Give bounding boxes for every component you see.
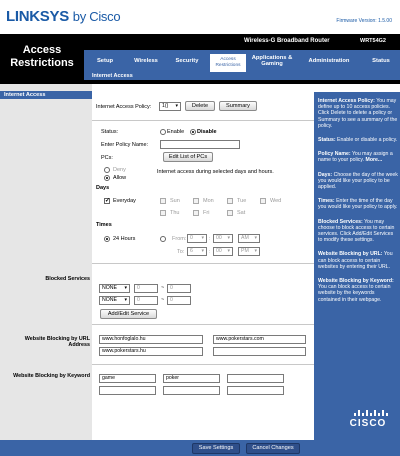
divider: [92, 324, 314, 325]
add-edit-service-button[interactable]: Add/Edit Service: [100, 309, 157, 319]
blocked-port-start-1[interactable]: 0: [134, 284, 158, 293]
24hours-label: 24 Hours: [113, 236, 136, 242]
help-title-status: Status:: [318, 137, 336, 144]
blocked-service-select-1[interactable]: NONE ▾: [99, 284, 130, 293]
fri-checkbox[interactable]: [193, 210, 199, 216]
from-hour-select[interactable]: 0 ▾: [187, 234, 207, 243]
keyword-input-1[interactable]: game: [99, 374, 156, 383]
footer-bar: [0, 440, 400, 456]
help-more-link[interactable]: More...: [365, 157, 383, 164]
help-text-keyword-blocking: You can block access to certain website by the keywords contained in their webpage.: [318, 284, 391, 303]
wed-checkbox[interactable]: [260, 198, 266, 204]
to-ampm-select[interactable]: PM ▾: [238, 247, 260, 256]
help-title-policy-name: Policy Name:: [318, 151, 351, 158]
product-name: Wireless-G Broadband Router: [244, 38, 330, 44]
sun-label: Sun: [170, 198, 180, 204]
allow-radio[interactable]: [104, 175, 110, 181]
everyday-label: Everyday: [113, 198, 136, 204]
divider: [92, 120, 314, 121]
tab-administration[interactable]: Administration: [308, 57, 350, 64]
sidebar-label-website-blocking-keyword: Website Blocking by Keyword: [13, 373, 90, 379]
sun-checkbox[interactable]: [160, 198, 166, 204]
everyday-checkbox[interactable]: [104, 198, 110, 204]
subtab-internet-access[interactable]: Internet Access: [92, 73, 133, 79]
cancel-changes-button[interactable]: Cancel Changes: [246, 443, 300, 454]
blocked-port-end-2[interactable]: 0: [167, 296, 191, 305]
to-label: To:: [177, 249, 185, 255]
sidebar-label-website-blocking-url: Website Blocking by URL Address: [24, 336, 90, 348]
help-title-blocked-services: Blocked Services:: [318, 218, 363, 225]
keyword-input-6[interactable]: [227, 386, 284, 395]
help-text-policy: You may define up to 10 access policies. Click Delete to delete a policy or Summary to see a summary of the policy.: [318, 98, 398, 129]
from-colon: :: [209, 236, 211, 242]
from-ampm-select[interactable]: AM ▾: [238, 234, 260, 243]
edit-pcs-button[interactable]: Edit List of PCs: [163, 152, 213, 162]
cisco-bars-icon: [354, 410, 390, 416]
main-nav: [84, 50, 400, 72]
24hours-radio[interactable]: [104, 236, 110, 242]
disable-radio[interactable]: [190, 129, 196, 135]
help-text-blocked-services: You may choose to block access to certain services. Click Add/Edit Services to modify these settings.: [318, 218, 395, 244]
sat-label: Sat: [237, 210, 246, 216]
help-text-status: Enable or disable a policy.: [337, 137, 398, 144]
divider: [92, 364, 314, 365]
pcs-label: PCs:: [101, 155, 113, 161]
url-block-input-3[interactable]: www.pokerstars.hu: [99, 347, 203, 356]
sidebar-label-blocked-services: Blocked Services: [45, 276, 90, 282]
tab-setup[interactable]: Setup: [96, 57, 114, 64]
help-text-times: Enter the time of the day you would like your policy to apply.: [318, 198, 398, 211]
url-block-input-4[interactable]: [213, 347, 306, 356]
sidebar-header: [0, 91, 92, 99]
thu-label: Thu: [170, 210, 180, 216]
sat-checkbox[interactable]: [227, 210, 233, 216]
left-column: [0, 84, 92, 440]
deny-label: Deny: [113, 167, 126, 173]
to-minute-select[interactable]: 00 ▾: [213, 247, 233, 256]
tab-status[interactable]: Status: [372, 57, 390, 64]
tab-access-restrictions[interactable]: Access Restrictions: [210, 54, 246, 72]
enable-radio[interactable]: [160, 129, 166, 135]
help-panel: [318, 98, 398, 311]
policy-name-label: Enter Policy Name:: [101, 142, 149, 148]
help-text-days: Choose the day of the week you would like your policy to be applied.: [318, 171, 398, 191]
tab-wireless[interactable]: Wireless: [134, 57, 158, 64]
blocked-port-end-1[interactable]: 0: [167, 284, 191, 293]
status-label: Status:: [101, 129, 119, 135]
help-title-url-blocking: Website Blocking by URL:: [318, 251, 383, 258]
keyword-input-4[interactable]: [99, 386, 156, 395]
time-range-radio[interactable]: [160, 236, 166, 242]
tue-checkbox[interactable]: [227, 198, 233, 204]
policy-select[interactable]: 1() ▾: [159, 102, 181, 111]
page-title: Access Restrictions: [10, 44, 74, 69]
wed-label: Wed: [270, 198, 282, 204]
allow-label: Allow: [113, 175, 127, 181]
policy-label: Internet Access Policy:: [96, 104, 152, 110]
url-block-input-1[interactable]: www.honfoglalo.hu: [99, 335, 203, 344]
save-settings-button[interactable]: Save Settings: [192, 443, 240, 454]
help-title-policy: Internet Access Policy:: [318, 98, 375, 104]
days-heading: Days: [96, 185, 110, 191]
access-note: Internet access during selected days and hours.: [157, 169, 274, 175]
firmware-version: Firmware Version: 1.5.00: [336, 18, 392, 24]
mon-label: Mon: [203, 198, 214, 204]
from-minute-select[interactable]: 00 ▾: [213, 234, 233, 243]
port-dash: ~: [161, 297, 165, 303]
sub-nav: [84, 72, 400, 80]
tue-label: Tue: [237, 198, 247, 204]
to-hour-select[interactable]: 6 ▾: [187, 247, 207, 256]
enable-label: Enable: [167, 129, 185, 135]
url-block-input-2[interactable]: www.pokerstars.com: [213, 335, 306, 344]
deny-radio[interactable]: [104, 167, 110, 173]
model-number: WRT54G2: [360, 38, 386, 44]
brand-bar: [0, 0, 400, 34]
linksys-logo: LINKSYS by Cisco: [6, 8, 121, 25]
help-text-url-blocking: You can block access to certain websites by entering their URL.: [318, 251, 393, 270]
keyword-input-5[interactable]: [163, 386, 220, 395]
times-heading: Times: [96, 222, 112, 228]
mon-checkbox[interactable]: [193, 198, 199, 204]
cisco-logo: CISCO: [349, 418, 387, 429]
thu-checkbox[interactable]: [160, 210, 166, 216]
tab-security[interactable]: Security: [175, 57, 199, 64]
policy-name-input[interactable]: [160, 140, 240, 149]
summary-button[interactable]: Summary: [219, 101, 257, 111]
help-title-days: Days:: [318, 171, 333, 178]
sidebar-label-internet-access: Internet Access: [4, 92, 46, 98]
help-title-times: Times:: [318, 198, 335, 205]
blocked-port-start-2[interactable]: 0: [134, 296, 158, 305]
help-title-keyword-blocking: Website Blocking by Keyword:: [318, 278, 394, 285]
to-colon: :: [209, 249, 211, 255]
tab-applications-gaming[interactable]: Applications & Gaming: [251, 54, 293, 67]
divider: [92, 263, 314, 264]
disable-label: Disable: [197, 129, 217, 135]
from-label: From:: [172, 236, 187, 242]
keyword-input-2[interactable]: poker: [163, 374, 220, 383]
fri-label: Fri: [203, 210, 210, 216]
blocked-service-select-2[interactable]: NONE ▾: [99, 296, 130, 305]
port-dash: ~: [161, 285, 165, 291]
help-text-policy-name: You may assign a name to your policy.: [318, 151, 393, 164]
delete-button[interactable]: Delete: [185, 101, 215, 111]
keyword-input-3[interactable]: [227, 374, 284, 383]
